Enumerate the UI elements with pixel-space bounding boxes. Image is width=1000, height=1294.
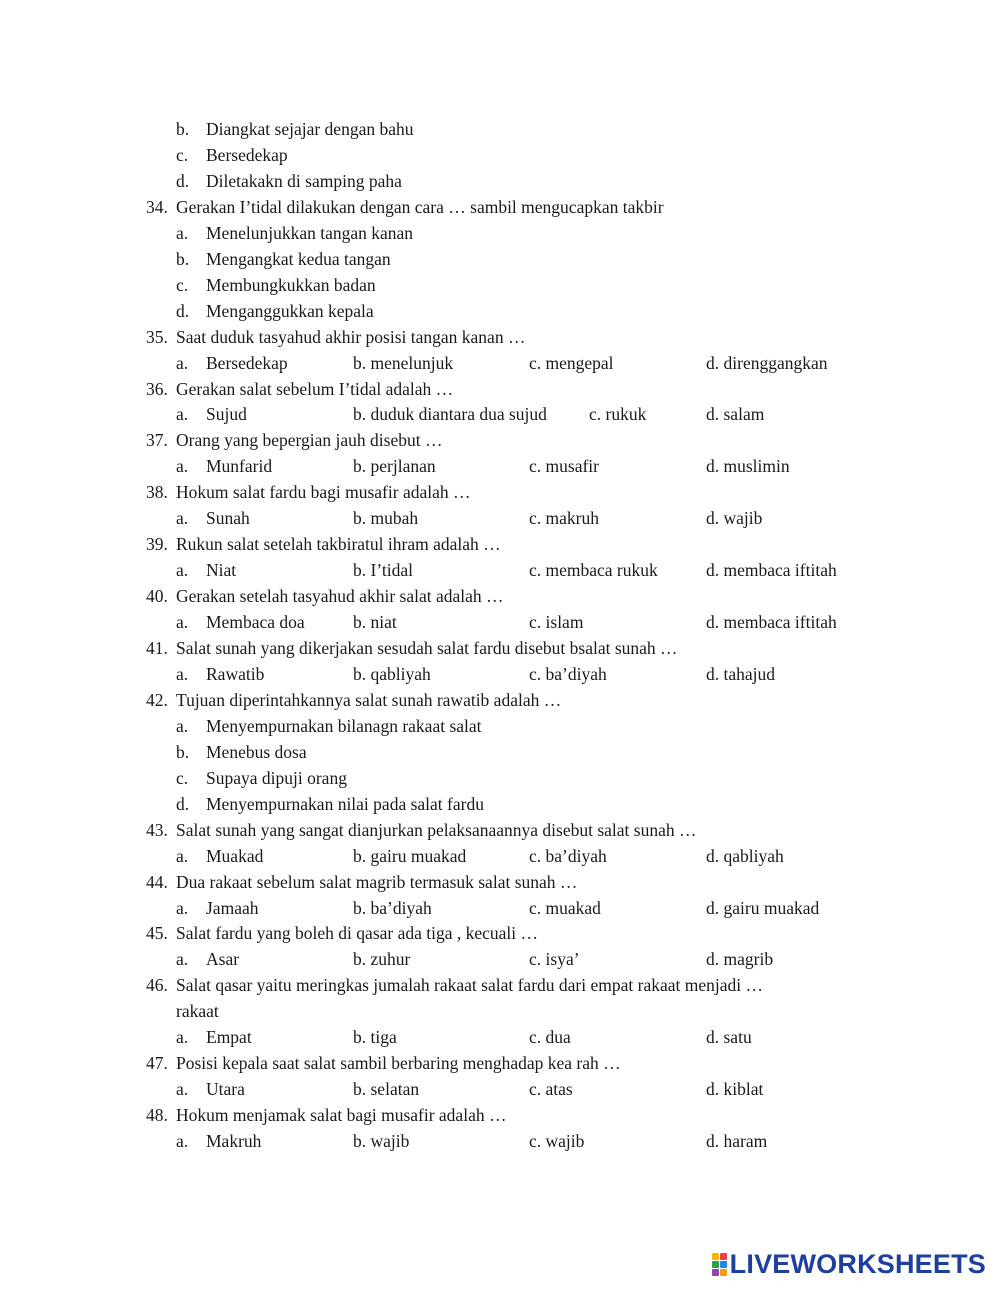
question-number: 40.: [146, 586, 168, 607]
option-c[interactable]: c. atas: [529, 1079, 573, 1100]
option-a[interactable]: Empat: [206, 1027, 252, 1048]
question-text: Dua rakaat sebelum salat magrib termasuk salat sunah …: [176, 871, 578, 892]
option-d[interactable]: d. wajib: [706, 508, 763, 529]
option-b[interactable]: b. qabliyah: [353, 663, 431, 684]
question-number: 38.: [146, 482, 168, 503]
option-label: a.: [176, 222, 189, 243]
option-b[interactable]: b. I’tidal: [353, 560, 413, 581]
question-line: [0, 687, 1000, 713]
option-label: d.: [176, 170, 190, 191]
option-text: Membungkukkan badan: [206, 274, 376, 295]
question-number: 37.: [146, 430, 168, 451]
option-label: c.: [176, 274, 189, 295]
option-text: Diangkat sejajar dengan bahu: [206, 119, 414, 139]
option-label: a.: [176, 1079, 189, 1100]
answer-option[interactable]: [0, 220, 1000, 246]
question-line: [0, 869, 1000, 895]
option-c[interactable]: c. musafir: [529, 456, 599, 477]
option-text: Menyempurnakan nilai pada salat fardu: [206, 793, 484, 814]
question-line: [0, 376, 1000, 402]
option-label: b.: [176, 741, 190, 762]
option-b[interactable]: b. tiga: [353, 1027, 397, 1048]
option-label: a.: [176, 845, 189, 866]
option-c[interactable]: c. ba’diyah: [529, 845, 607, 866]
option-label: a.: [176, 508, 189, 529]
option-b[interactable]: b. ba’diyah: [353, 897, 432, 918]
answer-options-row: [0, 350, 1000, 376]
option-c[interactable]: c. islam: [529, 612, 584, 633]
question-number: 47.: [146, 1053, 168, 1074]
question-text: Posisi kepala saat salat sambil berbaring menghadap kea rah …: [176, 1053, 621, 1074]
question-number: 39.: [146, 534, 168, 555]
logo-square: [712, 1269, 719, 1276]
question-line: [0, 583, 1000, 609]
answer-option[interactable]: [0, 765, 1000, 791]
option-b[interactable]: b. selatan: [353, 1079, 420, 1100]
option-d[interactable]: d. kiblat: [706, 1079, 764, 1100]
question-line: [0, 479, 1000, 505]
liveworksheets-logo-mark-icon: [712, 1253, 727, 1276]
option-c[interactable]: c. mengepal: [529, 352, 614, 373]
option-d[interactable]: d. gairu muakad: [706, 897, 820, 918]
option-b[interactable]: b. zuhur: [353, 949, 411, 970]
liveworksheets-logo[interactable]: [712, 1250, 986, 1278]
option-label: a.: [176, 663, 189, 684]
question-line: [0, 427, 1000, 453]
question-line: [0, 194, 1000, 220]
option-b[interactable]: b. duduk diantara dua sujud: [353, 404, 547, 425]
option-label: a.: [176, 715, 189, 736]
option-d[interactable]: d. tahajud: [706, 663, 776, 684]
answer-option[interactable]: [0, 168, 1000, 194]
option-b[interactable]: b. mubah: [353, 508, 419, 529]
option-a[interactable]: Bersedekap: [206, 352, 288, 373]
question-text: Saat duduk tasyahud akhir posisi tangan kanan …: [176, 326, 526, 347]
answer-options-row: [0, 946, 1000, 972]
question-number: 46.: [146, 975, 168, 996]
option-d[interactable]: d. salam: [706, 404, 765, 425]
option-label: a.: [176, 1131, 189, 1152]
option-a[interactable]: Membaca doa: [206, 612, 305, 633]
option-label: d.: [176, 793, 190, 814]
liveworksheets-logo-text: LIVEWORKSHEETS: [729, 1249, 986, 1279]
question-text: Orang yang bepergian jauh disebut …: [176, 430, 443, 451]
question-text: Gerakan salat sebelum I’tidal adalah …: [176, 378, 454, 399]
answer-option[interactable]: [0, 246, 1000, 272]
option-a[interactable]: Rawatib: [206, 663, 265, 684]
option-c[interactable]: c. isya’: [529, 949, 580, 970]
option-label: a.: [176, 1027, 189, 1048]
question-number: 43.: [146, 819, 168, 840]
question-text: Salat sunah yang dikerjakan sesudah salat fardu disebut bsalat sunah …: [176, 638, 678, 658]
question-text: Hokum menjamak salat bagi musafir adalah …: [176, 1105, 507, 1126]
question-line: [0, 920, 1000, 946]
question-text: Salat fardu yang boleh di qasar ada tiga , kecuali …: [176, 923, 539, 944]
question-number: 36.: [146, 378, 168, 399]
answer-option[interactable]: [0, 272, 1000, 298]
answer-option[interactable]: [0, 739, 1000, 765]
option-b[interactable]: b. niat: [353, 612, 397, 633]
option-a[interactable]: Utara: [206, 1079, 245, 1100]
option-c[interactable]: c. membaca rukuk: [529, 560, 658, 581]
option-a[interactable]: Muakad: [206, 845, 264, 866]
option-a[interactable]: Asar: [206, 949, 240, 970]
answer-options-row: [0, 401, 1000, 427]
option-text: Diletakakn di samping paha: [206, 170, 402, 191]
question-text: Hokum salat fardu bagi musafir adalah …: [176, 482, 471, 503]
question-text: Rukun salat setelah takbiratul ihram adalah …: [176, 534, 501, 555]
option-d[interactable]: d. magrib: [706, 949, 774, 970]
option-label: a.: [176, 404, 189, 425]
answer-option[interactable]: [0, 791, 1000, 817]
logo-square: [712, 1253, 719, 1260]
option-d[interactable]: d. haram: [706, 1131, 768, 1152]
option-a[interactable]: Makruh: [206, 1131, 262, 1152]
option-label: a.: [176, 612, 189, 633]
answer-options-row: [0, 1024, 1000, 1050]
option-text: Bersedekap: [206, 144, 288, 165]
option-label: c.: [176, 767, 189, 788]
option-d[interactable]: d. muslimin: [706, 456, 790, 477]
question-line: [0, 324, 1000, 350]
answer-options-row: [0, 843, 1000, 869]
option-b[interactable]: b. menelunjuk: [353, 352, 454, 373]
option-text: Menyempurnakan bilanagn rakaat salat: [206, 715, 482, 736]
question-number: 34.: [146, 196, 168, 217]
answer-options-row: [0, 1128, 1000, 1154]
option-c[interactable]: c. dua: [529, 1027, 571, 1048]
answer-option[interactable]: [0, 713, 1000, 739]
answer-option[interactable]: [0, 142, 1000, 168]
option-label: b.: [176, 248, 190, 269]
answer-option[interactable]: [0, 116, 1000, 142]
question-text: Tujuan diperintahkannya salat sunah rawatib adalah …: [176, 689, 562, 710]
question-line: [0, 1102, 1000, 1128]
question-text-continued: [0, 998, 1000, 1024]
option-text: Menelunjukkan tangan kanan: [206, 222, 414, 243]
option-text: Menganggukkan kepala: [206, 300, 374, 321]
option-label: a.: [176, 560, 189, 581]
option-label: d.: [176, 300, 190, 321]
question-text: Salat qasar yaitu meringkas jumalah rakaat salat fardu dari empat rakaat menjadi …: [176, 975, 763, 996]
option-label: a.: [176, 352, 189, 373]
option-label: c.: [176, 144, 189, 165]
option-b[interactable]: b. gairu muakad: [353, 845, 467, 866]
option-a[interactable]: Sunah: [206, 508, 250, 529]
question-text: Salat sunah yang sangat dianjurkan pelaksanaannya disebut salat sunah …: [176, 819, 697, 840]
option-c[interactable]: c. rukuk: [589, 404, 647, 425]
question-line: [0, 635, 1000, 661]
answer-options-row: [0, 895, 1000, 921]
logo-square: [720, 1253, 727, 1260]
option-a[interactable]: Jamaah: [206, 897, 259, 918]
question-line: [0, 531, 1000, 557]
option-b[interactable]: b. wajib: [353, 1131, 410, 1152]
option-b[interactable]: b. perjlanan: [353, 456, 436, 477]
option-text: Supaya dipuji orang: [206, 767, 347, 788]
answer-options-row: [0, 609, 1000, 635]
option-d[interactable]: d. direnggangkan: [706, 352, 828, 373]
question-line: [0, 817, 1000, 843]
question-text: Gerakan setelah tasyahud akhir salat adalah …: [176, 586, 504, 607]
question-number: 48.: [146, 1105, 168, 1126]
option-d[interactable]: d. membaca iftitah: [706, 612, 837, 633]
answer-options-row: [0, 505, 1000, 531]
question-number: 42.: [146, 689, 168, 710]
option-a[interactable]: Sujud: [206, 404, 247, 425]
option-text: Menebus dosa: [206, 741, 307, 762]
answer-options-row: [0, 1076, 1000, 1102]
option-c[interactable]: c. ba’diyah: [529, 663, 607, 684]
option-a[interactable]: Niat: [206, 560, 237, 581]
option-d[interactable]: d. membaca iftitah: [706, 560, 837, 581]
answer-option[interactable]: [0, 298, 1000, 324]
logo-square: [720, 1261, 727, 1268]
option-label: b.: [176, 119, 190, 139]
option-c[interactable]: c. wajib: [529, 1131, 585, 1152]
option-d[interactable]: d. qabliyah: [706, 845, 784, 866]
answer-options-row: [0, 453, 1000, 479]
option-text: Mengangkat kedua tangan: [206, 248, 391, 269]
logo-square: [720, 1269, 727, 1276]
option-d[interactable]: d. satu: [706, 1027, 752, 1048]
option-label: a.: [176, 897, 189, 918]
answer-options-row: [0, 557, 1000, 583]
question-number: 45.: [146, 923, 168, 944]
option-c[interactable]: c. makruh: [529, 508, 599, 529]
question-text: rakaat: [176, 1001, 219, 1022]
option-c[interactable]: c. muakad: [529, 897, 601, 918]
question-number: 44.: [146, 871, 168, 892]
option-a[interactable]: Munfarid: [206, 456, 273, 477]
question-number: 41.: [146, 638, 168, 658]
logo-square: [712, 1261, 719, 1268]
question-number: 35.: [146, 326, 168, 347]
question-line: [0, 972, 1000, 998]
option-label: a.: [176, 456, 189, 477]
question-text: Gerakan I’tidal dilakukan dengan cara … sambil mengucapkan takbir: [176, 196, 664, 217]
option-label: a.: [176, 949, 189, 970]
question-line: [0, 1050, 1000, 1076]
answer-options-row: [0, 661, 1000, 687]
